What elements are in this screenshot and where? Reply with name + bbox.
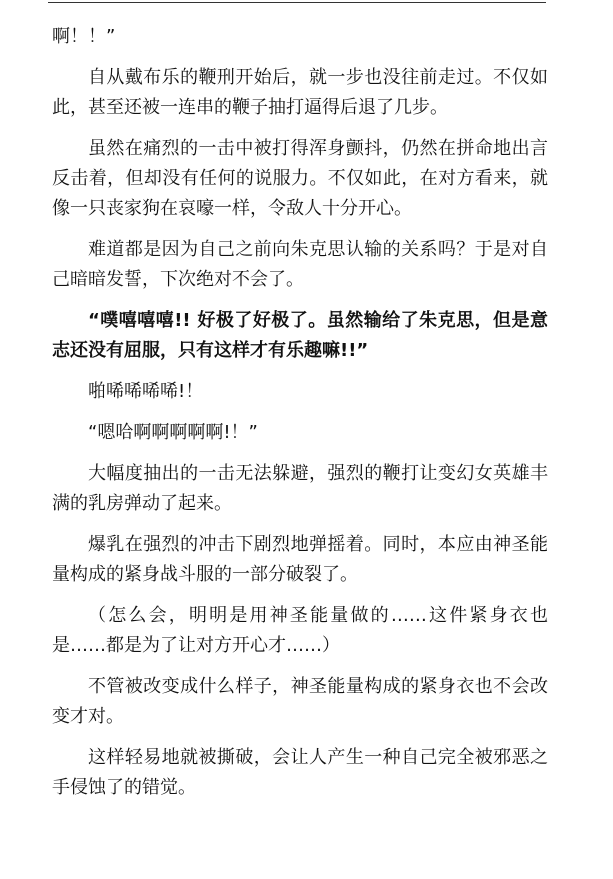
document-body	[52, 22, 548, 814]
paragraph-3: 虽然在痛烈的一击中被打得浑身颤抖，仍然在拼命地出言反击着，但却没有任何的说服力。不仅如此，在对方看来，就像一只丧家狗在哀嚎一样，令敌人十分开心。	[52, 138, 548, 219]
paragraph-10-inner-thought: （怎么会，明明是用神圣能量做的……这件紧身衣也是……都是为了让对方开心才……）	[52, 605, 548, 656]
paragraph-12: 这样轻易地就被撕破，会让人产生一种自己完全被邪恶之手侵蚀了的错觉。	[52, 747, 548, 798]
paragraph-1: 啊！！”	[52, 26, 116, 47]
paragraph-2: 自从戴布乐的鞭刑开始后，就一步也没往前走过。不仅如此，甚至还被一连串的鞭子抽打逼得后退了几步。	[52, 67, 548, 118]
header-rule	[48, 2, 546, 3]
paragraph-4: 难道都是因为自己之前向朱克思认输的关系吗？于是对自己暗暗发誓，下次绝对不会了。	[52, 239, 548, 290]
paragraph-9: 爆乳在强烈的冲击下剧烈地弹摇着。同时，本应由神圣能量构成的紧身战斗服的一部分破裂了。	[52, 534, 548, 585]
paragraph-5-bold-dialogue: “噗嘻嘻嘻!! 好极了好极了。虽然输给了朱克思，但是意志还没有屈服，只有这样才有乐趣嘛!!”	[52, 310, 548, 361]
paragraph-6: 啪唏唏唏唏!！	[88, 381, 204, 402]
paragraph-11: 不管被改变成什么样子，神圣能量构成的紧身衣也不会改变才对。	[52, 676, 548, 727]
paragraph-8: 大幅度抽出的一击无法躲避，强烈的鞭打让变幻女英雄丰满的乳房弹动了起来。	[52, 463, 548, 514]
paragraph-7: “嗯哈啊啊啊啊啊!！”	[88, 422, 258, 443]
